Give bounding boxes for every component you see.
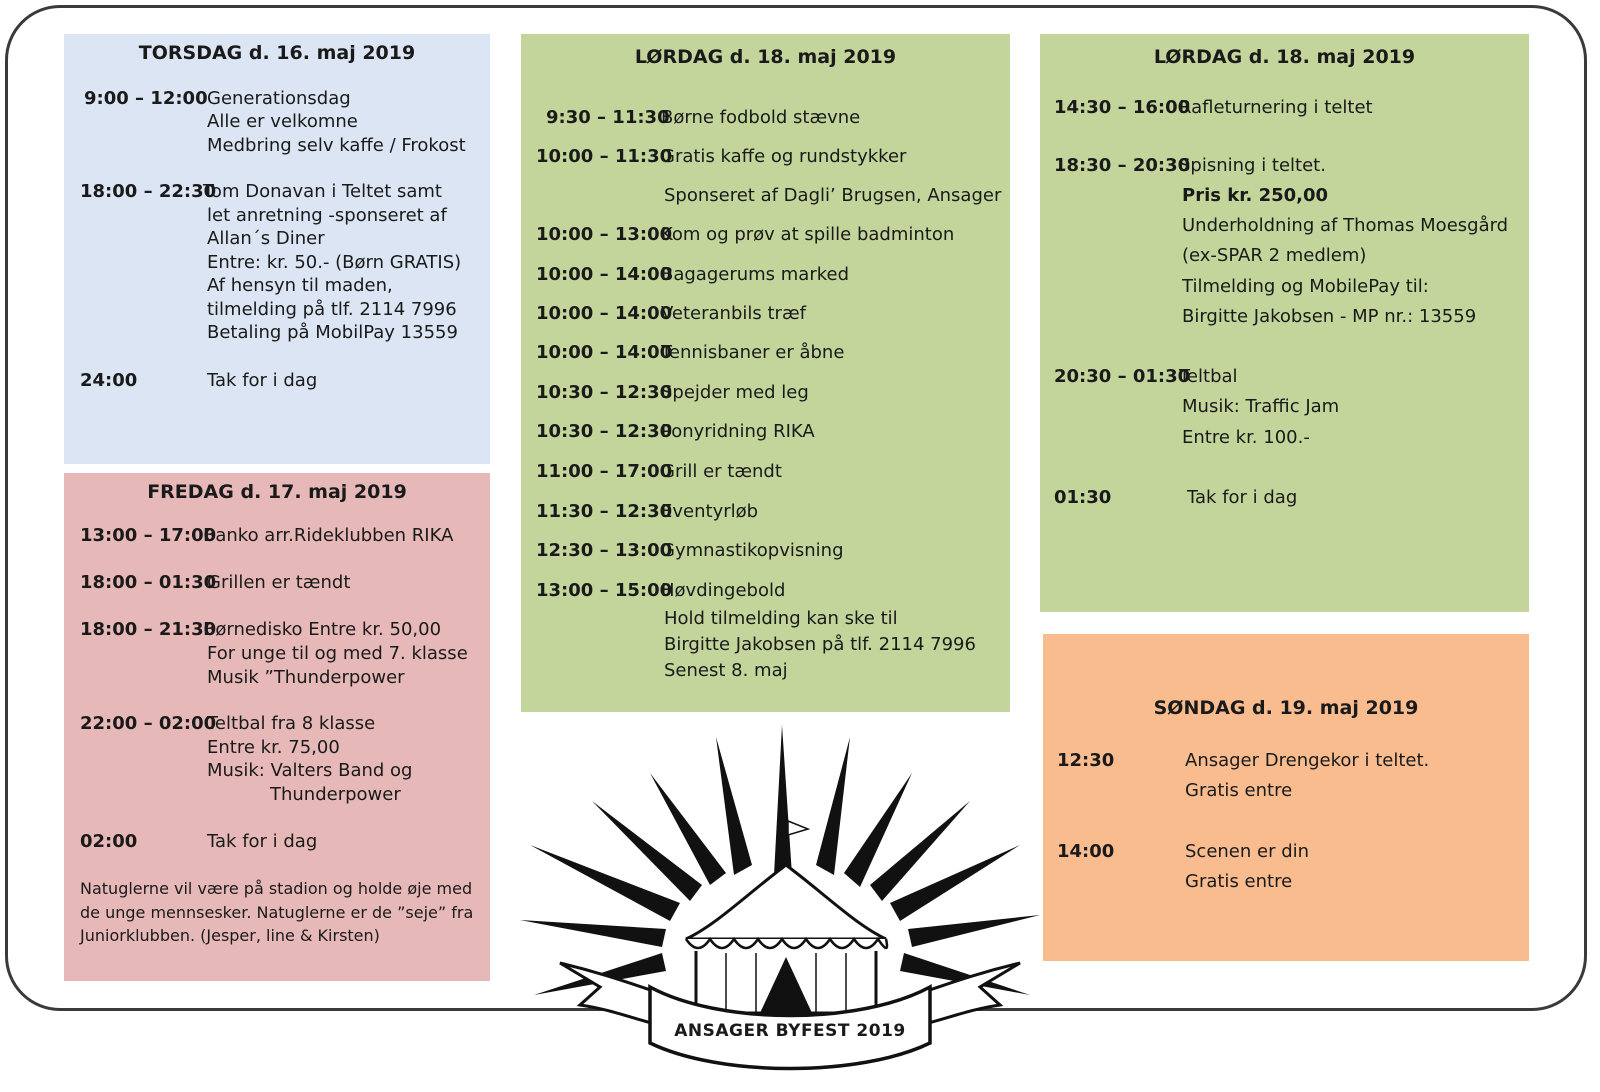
saturday-panel-1 [521,34,1010,712]
event-text: (ex-SPAR 2 medlem) [1182,245,1367,266]
event-time: 10:00 – 14:00 [536,342,673,363]
event-text: Betaling på MobilPay 13559 [207,322,458,343]
event-text: Medbring selv kaffe / Frokost [207,135,466,156]
thursday-title: TORSDAG d. 16. maj 2019 [138,42,416,64]
event-text: Tak for i dag [207,831,318,852]
event-text: tilmelding på tlf. 2114 7996 [207,299,457,320]
event-text: let anretning -sponseret af [207,205,447,226]
event-time: 18:00 – 22:30 [80,181,217,202]
event-time: 9:30 – 11:30 [546,107,670,128]
event-text: Generationsdag [207,88,351,109]
event-text: Tak for i dag [207,370,318,391]
event-text: For unge til og med 7. klasse [207,643,468,664]
logo-text: ANSAGER BYFEST 2019 [674,1021,906,1041]
friday-title: FREDAG d. 17. maj 2019 [147,481,407,503]
event-time: 12:30 – 13:00 [536,540,673,561]
sunday-panel [1043,634,1529,961]
event-time: 13:00 – 15:00 [536,580,673,601]
event-text: Entre kr. 75,00 [207,737,340,758]
event-text: Bagagerums marked [661,264,850,285]
note-text: Natuglerne vil være på stadion og holde øje med [80,879,473,898]
event-time: 10:00 – 13:00 [536,224,673,245]
event-time: 01:30 [1054,487,1112,508]
event-text: Tak for i dag [1187,487,1298,508]
event-text: Gratis entre [1185,871,1293,892]
event-time: 13:00 – 17:00 [80,525,217,546]
event-time: 18:00 – 01:30 [80,572,217,593]
event-time: 11:30 – 12:30 [536,501,673,522]
event-text: Høvdingebold [661,580,786,601]
event-text: Birgitte Jakobsen - MP nr.: 13559 [1182,306,1477,327]
event-text: Grill er tændt [661,461,782,482]
event-text: Spisning i teltet. [1179,155,1326,176]
event-text: Børnedisko Entre kr. 50,00 [203,619,442,640]
byfest-logo [520,725,1060,1085]
event-text: Underholdning af Thomas Moesgård [1182,215,1509,236]
saturday-title: LØRDAG d. 18. maj 2019 [1153,46,1416,68]
event-time: 11:00 – 17:00 [536,461,673,482]
note-text: Juniorklubben. (Jesper, line & Kirsten) [80,926,380,945]
event-text: Birgitte Jakobsen på tlf. 2114 7996 [664,634,976,655]
event-text: Scenen er din [1185,841,1310,862]
event-time: 10:00 – 11:30 [536,146,673,167]
event-time: 24:00 [80,370,138,391]
event-text: Veteranbils træf [661,303,806,324]
event-text: Rafleturnering i teltet [1179,97,1373,118]
thursday-panel [64,34,490,464]
event-text: Banko arr.Rideklubben RIKA [203,525,454,546]
event-text: Teltbal [1179,366,1238,387]
price-text: Pris kr. 250,00 [1182,185,1329,206]
event-time: 14:00 [1057,841,1115,862]
event-text: Sponseret af Dagli’ Brugsen, Ansager [664,185,1002,206]
event-text: Musik: Traffic Jam [1182,396,1340,417]
event-time: 10:30 – 12:30 [536,421,673,442]
event-text: Tennisbaner er åbne [661,342,845,363]
event-text: Tom Donavan i Teltet samt [203,181,442,202]
event-time: 18:00 – 21:30 [80,619,217,640]
saturday-title: LØRDAG d. 18. maj 2019 [634,46,897,68]
event-time: 22:00 – 02:00 [80,713,217,734]
event-time: 10:30 – 12:30 [536,382,673,403]
event-text: Teltbal fra 8 klasse [207,713,376,734]
event-text: Børne fodbold stævne [661,107,861,128]
event-time: 10:00 – 14:00 [536,264,673,285]
event-text: Ponyridning RIKA [661,421,815,442]
event-text: Gratis kaffe og rundstykker [661,146,907,167]
event-text: Entre kr. 100.- [1182,427,1310,448]
event-text: Senest 8. maj [664,660,788,681]
event-text: Kom og prøv at spille badminton [661,224,955,245]
event-text: Gymnastikopvisning [661,540,844,561]
sunday-title: SØNDAG d. 19. maj 2019 [1153,697,1419,719]
event-text: Spejder med leg [661,382,809,403]
event-text: Entre: kr. 50.- (Børn GRATIS) [207,252,462,273]
saturday-panel-2 [1040,34,1529,612]
event-text: Grillen er tændt [207,572,351,593]
event-text: Gratis entre [1185,780,1293,801]
event-time: 20:30 – 01:30 [1054,366,1191,387]
event-time: 02:00 [80,831,138,852]
event-text: Musik: Valters Band og [207,760,413,781]
event-text: Hold tilmelding kan ske til [664,608,898,629]
event-time: 10:00 – 14:00 [536,303,673,324]
event-text: Alle er velkomne [207,111,358,132]
event-text: Eventyrløb [661,501,759,522]
event-text: Musik ”Thunderpower [207,667,405,688]
event-time: 9:00 – 12:00 [84,88,208,109]
event-text: Allan´s Diner [207,228,325,249]
friday-panel [64,473,490,981]
event-time: 14:30 – 16:00 [1054,97,1191,118]
event-time: 18:30 – 20:30 [1054,155,1191,176]
event-time: 12:30 [1057,750,1115,771]
event-text: Ansager Drengekor i teltet. [1185,750,1430,771]
event-text: Af hensyn til maden, [207,275,393,296]
event-text: Thunderpower [270,784,401,805]
event-text: Tilmelding og MobilePay til: [1182,276,1429,297]
note-text: de unge mennsesker. Natuglerne er de ”seje” fra [80,903,474,922]
